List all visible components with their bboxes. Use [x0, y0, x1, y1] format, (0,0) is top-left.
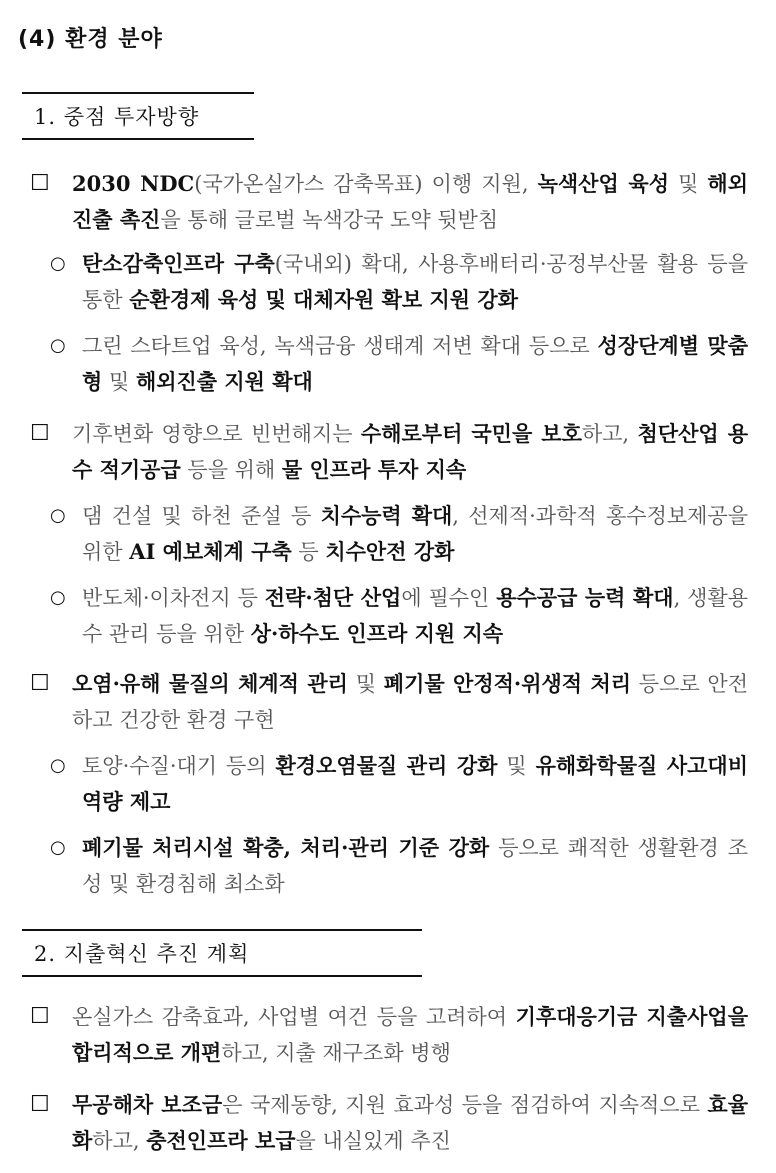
body-text: 및: [347, 672, 384, 696]
body-text: 기후변화 영향으로 빈번해지는: [72, 422, 361, 446]
body-text: 은 국제동향, 지원 효과성 등을 점검하여 지속적으로: [222, 1093, 708, 1117]
s1-item-2-sub-2: [50, 580, 748, 652]
body-text: (국내외) 확대, 사용후배터리·공정부산물 활용 등을 통한: [82, 252, 749, 312]
s1-item-1: [30, 166, 748, 238]
body-text: 하고,: [581, 422, 638, 446]
s2-item-1: [30, 999, 748, 1071]
emphasis-text: 환경오염물질 관리 강화: [275, 753, 498, 778]
s1-item-1-sub-1: [50, 246, 748, 318]
emphasis-text: 첨단산업 용수 적기공급: [72, 421, 748, 482]
checkbox-square-icon: ☐: [30, 421, 50, 446]
emphasis-text: 상·하수도 인프라 지원 지속: [250, 621, 504, 646]
s2-item-2: [30, 1087, 748, 1159]
body-text: (국가온실가스 감축목표): [194, 172, 432, 196]
emphasis-text: 순환경제 육성 및 대체자원 확보 지원 강화: [129, 287, 518, 312]
body-text: 등으로 안전하고 건강한 환경 구현: [72, 672, 749, 732]
body-text: 온실가스 감축효과, 사업별 여건 등을 고려하여: [72, 1005, 516, 1029]
circle-bullet-icon: ○: [50, 253, 66, 274]
body-text: 등을 위해: [180, 458, 282, 482]
body-text: 이행 지원,: [431, 172, 538, 196]
circle-bullet-icon: ○: [50, 587, 66, 608]
emphasis-text: 유해화학물질 사고대비 역량 제고: [82, 753, 748, 814]
emphasis-text: 폐기물 안정적·위생적 처리: [383, 671, 632, 696]
circle-bullet-icon: ○: [50, 335, 66, 356]
emphasis-text: AI 예보체계 구축: [129, 539, 292, 564]
body-text: 을 내실있게 추진: [295, 1129, 451, 1153]
s1-item-2: [30, 416, 748, 488]
page-title: (4) 환경 분야: [18, 27, 163, 52]
section-heading-2-text: 2. 지출혁신 추진 계획: [34, 942, 250, 966]
s1-item-1-sub-2: [50, 328, 748, 400]
checkbox-square-icon: ☐: [30, 1004, 50, 1029]
body-text: , 생활용수 관리 등을 위한: [82, 586, 748, 646]
s1-item-3-sub-2: [50, 830, 748, 902]
emphasis-text: 성장단계별 맞춤형: [82, 333, 749, 394]
body-text: 등으로 쾌적한 생활환경 조성 및 환경침해 최소화: [82, 836, 748, 896]
circle-bullet-icon: ○: [50, 505, 66, 526]
circle-bullet-icon: ○: [50, 755, 66, 776]
emphasis-text: 전략·첨단 산업: [264, 585, 402, 610]
section-heading-1: [22, 92, 254, 140]
body-text: 그린 스타트업 육성, 녹색금융 생태계 저변 확대 등으로: [82, 334, 598, 358]
body-text: 및: [497, 754, 536, 778]
section-heading-1-text: 1. 중점 투자방향: [34, 105, 200, 129]
emphasis-text: 치수안전 강화: [325, 539, 455, 564]
checkbox-square-icon: ☐: [30, 671, 50, 696]
body-text: 에 필수인: [401, 586, 497, 610]
checkbox-square-icon: ☐: [30, 1092, 50, 1117]
body-text: 토양·수질·대기 등의: [82, 754, 276, 778]
body-text: , 선제적·과학적 홍수정보제공을 위한: [82, 504, 748, 564]
body-text: 댐 건설 및 하천 준설 등: [82, 504, 321, 528]
emphasis-text: 기후대응기금 지출사업을 합리적으로 개편: [72, 1004, 748, 1065]
section-heading-2: [22, 929, 422, 977]
emphasis-text: 무공해차 보조금: [72, 1092, 223, 1117]
emphasis-text: 해외진출 촉진: [72, 171, 748, 232]
checkbox-square-icon: ☐: [30, 171, 50, 196]
s1-item-2-sub-1: [50, 498, 748, 570]
emphasis-text: 오염·유해 물질의 체계적 관리: [72, 671, 348, 696]
body-text: 을 통해 글로벌 녹색강국 도약 뒷받침: [160, 208, 499, 232]
emphasis-text: 충전인프라 보급: [146, 1128, 296, 1153]
body-text: 등: [291, 540, 326, 564]
emphasis-text: 수해로부터 국민을 보호: [360, 421, 582, 446]
emphasis-text: 녹색산업 육성: [537, 171, 670, 196]
emphasis-text: 2030 NDC: [72, 171, 195, 196]
emphasis-text: 효율화: [72, 1092, 748, 1153]
s1-item-3-sub-1: [50, 748, 748, 820]
emphasis-text: 물 인프라 투자 지속: [281, 457, 467, 482]
emphasis-text: 폐기물 처리시설 확충, 처리·관리 기준 강화: [82, 835, 490, 860]
emphasis-text: 용수공급 능력 확대: [496, 585, 674, 610]
circle-bullet-icon: ○: [50, 837, 66, 858]
emphasis-text: 탄소감축인프라 구축: [82, 251, 275, 276]
body-text: 하고,: [92, 1129, 147, 1153]
body-text: 및: [102, 370, 136, 394]
body-text: 및: [669, 172, 708, 196]
emphasis-text: 해외진출 지원 확대: [135, 369, 313, 394]
body-text: 하고, 지출 재구조화 병행: [221, 1041, 451, 1065]
body-text: 반도체·이차전지 등: [82, 586, 265, 610]
emphasis-text: 치수능력 확대: [320, 503, 453, 528]
s1-item-3: [30, 666, 748, 738]
